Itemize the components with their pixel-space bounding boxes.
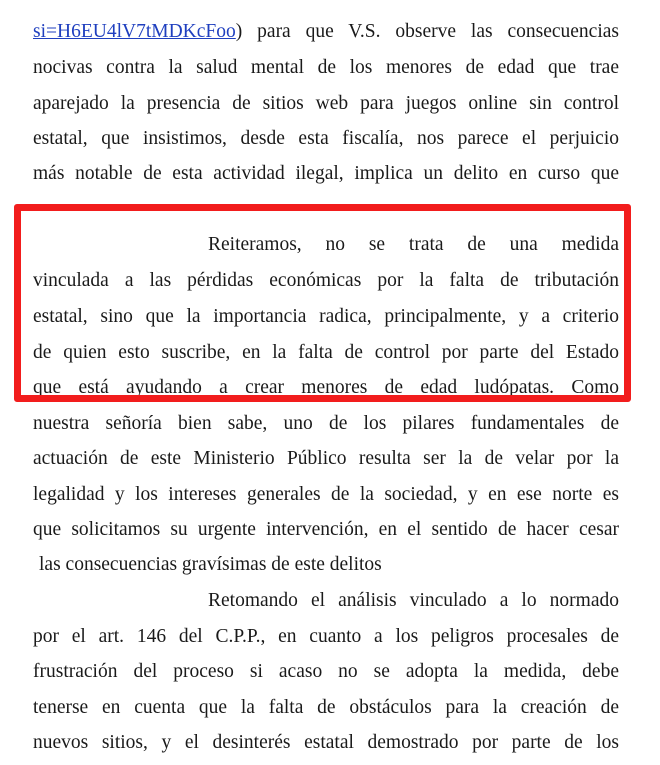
- text-line: las consecuencias gravísimas de este delitos: [39, 554, 382, 575]
- highlighted-line: estatal, sino que la importancia radica, principalmente, y a criterio: [33, 306, 619, 327]
- highlighted-line: Reiteramos, no se trata de una medida: [208, 234, 619, 255]
- text-line: nocivas contra la salud mental de los menores de edad que trae: [33, 57, 619, 78]
- highlight-annotation-box: [14, 204, 631, 402]
- paragraph-line: por el art. 146 del C.P.P., en cuanto a los peligros procesales de: [33, 626, 619, 647]
- text-line: estatal, que insistimos, desde esta fiscalía, nos parece el perjuicio: [33, 128, 619, 149]
- paragraph-line: frustración del proceso si acaso no se adopta la medida, debe: [33, 661, 619, 682]
- text-line: actuación de este Ministerio Público resulta ser la de velar por la: [33, 448, 619, 469]
- text-line: legalidad y los intereses generales de la sociedad, y en ese norte es: [33, 484, 619, 505]
- paragraph-line: Retomando el análisis vinculado a lo normado: [208, 590, 619, 611]
- video-link[interactable]: si=H6EU4lV7tMDKcFoo: [33, 21, 236, 42]
- paragraph-line: nuevos sitios, y el desinterés estatal demostrado por parte de los: [33, 732, 619, 753]
- highlighted-line: de quien esto suscribe, en la falta de control por parte del Estado: [33, 342, 619, 363]
- highlighted-line: que está ayudando a crear menores de edad ludópatas. Como: [33, 377, 619, 398]
- text-line: más notable de esta actividad ilegal, implica un delito en curso que: [33, 163, 619, 184]
- paragraph-line: tenerse en cuenta que la falta de obstáculos para la creación de: [33, 697, 619, 718]
- line-text: ) para que V.S. observe las consecuencias: [235, 21, 619, 42]
- text-line: [33, 20, 619, 44]
- text-line: que solicitamos su urgente intervención, en el sentido de hacer cesar: [33, 519, 619, 540]
- text-line: aparejado la presencia de sitios web para juegos online sin control: [33, 93, 619, 114]
- highlighted-line: vinculada a las pérdidas económicas por la falta de tributación: [33, 270, 619, 291]
- obscured-text-line: nuestra señoría bien sabe, uno de los pilares fundamentales de: [33, 413, 619, 434]
